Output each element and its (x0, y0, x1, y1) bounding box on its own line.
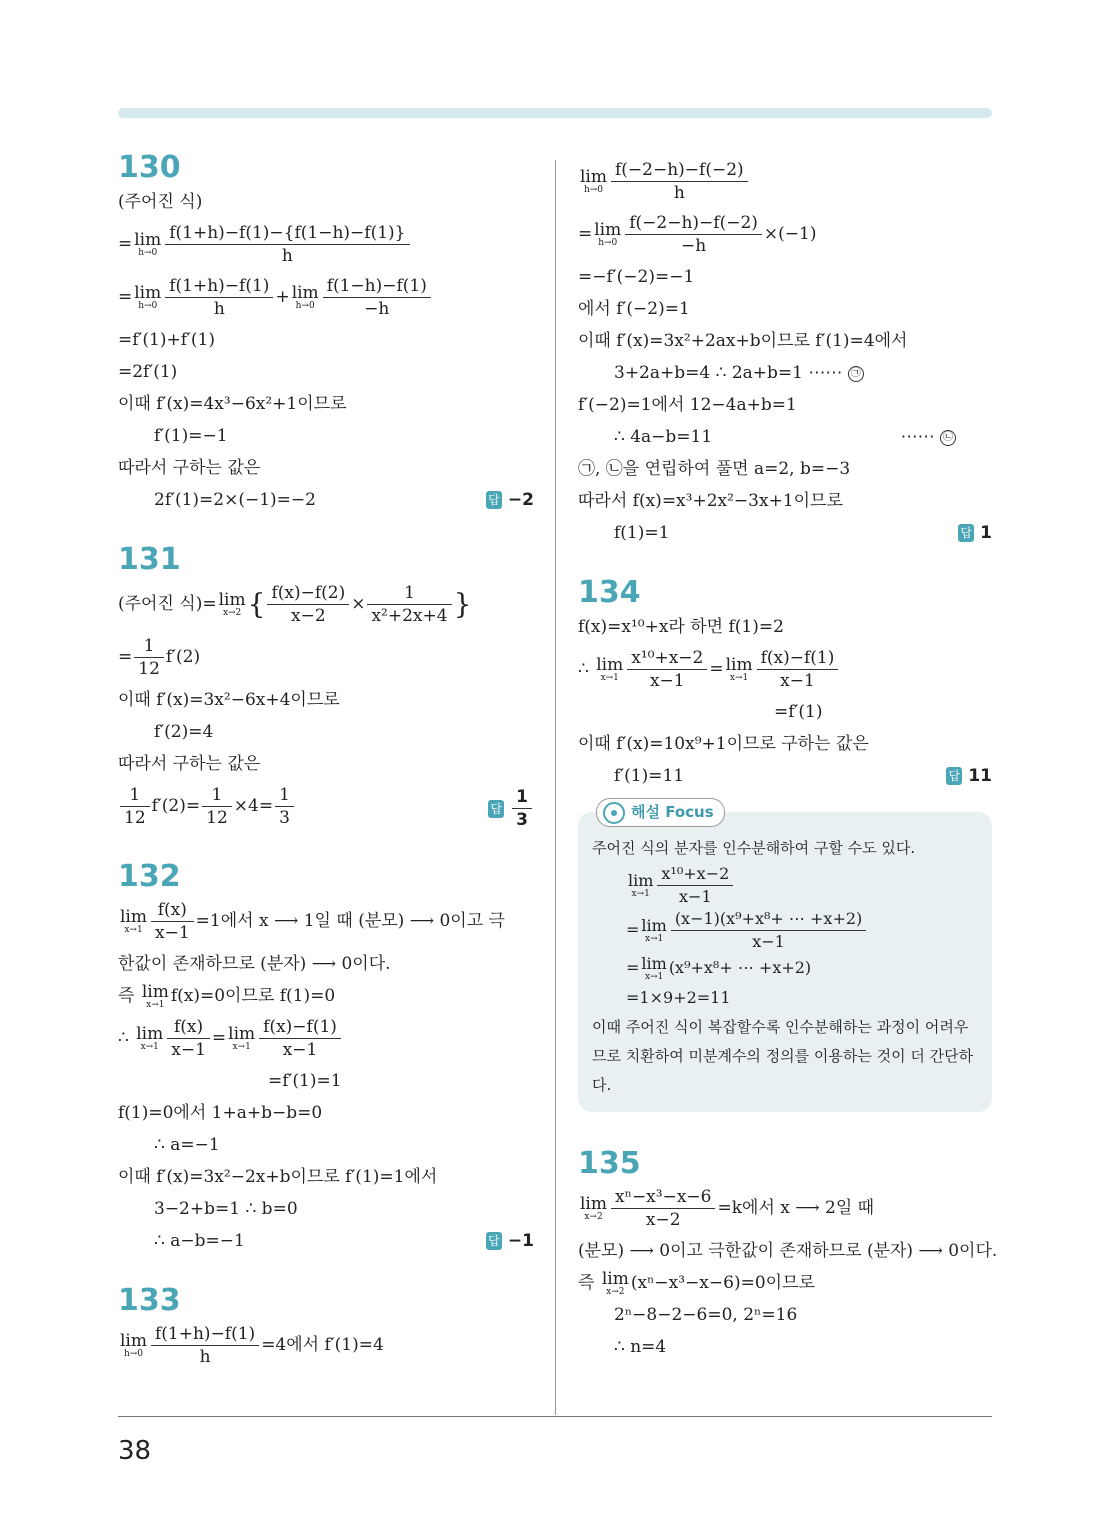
solution-line: $\frac{1}{12}$ f′(2)= $\frac{1}{12}$ ×4= $\frac{1}{3}$ 답 $\frac{1}{3}$ (118, 780, 534, 833)
solution-line: f(1)=0에서 1+a+b−b=0 (118, 1103, 323, 1123)
solution-line: ∴ a−b=−1 답 −1 (118, 1225, 534, 1257)
answer-badge: 답 1 (958, 517, 992, 549)
left-column (118, 150, 534, 1372)
solution-line: =f′(1)=1 (268, 1071, 342, 1091)
problem-number: 133 (118, 1283, 181, 1318)
focus-math-line: = lim x→1 $\frac{\text{(x−1)(x⁹+x⁸+ ⋯ +x+2)}}{x-1}$ (592, 908, 978, 953)
right-column (578, 155, 998, 1363)
solution-line: 즉 lim x→1 f(x)=0이므로 f(1)=0 (118, 981, 336, 1010)
focus-math-line: = lim x→1 (x⁹+x⁸+ ⋯ +x+2) (626, 953, 812, 982)
answer-badge: 답 $\frac{1}{3}$ (488, 786, 534, 831)
solution-line: 한값이 존재하므로 (분자) ⟶ 0이다. (118, 954, 391, 974)
problem-135 (578, 1146, 998, 1363)
solution-line: 즉 lim x→2 (xⁿ−x³−x−6)=0이므로 (578, 1268, 815, 1297)
problem-number: 134 (578, 575, 641, 610)
problem-130 (118, 150, 534, 516)
solution-line: = lim h→0 $\frac{f(1+h)-f(1)}{h}$ + lim h→0 $\frac{f(1-h)-f(1)}{-h}$ (118, 271, 534, 324)
solution-line: f′(−2)=1에서 12−4a+b=1 (578, 395, 797, 415)
solution-line: 2ⁿ−8−2−6=0, 2ⁿ=16 (614, 1305, 798, 1325)
solution-line: 이때 f′(x)=3x²−2x+b이므로 f′(1)=1에서 (118, 1167, 438, 1187)
focus-math-line: lim x→1 $\frac{\text{x¹⁰+x−2}}{x-1}$ (592, 863, 978, 908)
solution-line: 3−2+b=1 ∴ b=0 (154, 1199, 298, 1219)
solution-line: 3+2a+b=4 ∴ 2a+b=1 ⋯⋯ ㉠ (578, 357, 992, 389)
solution-line: ∴ lim x→1 $\frac{\text{x¹⁰+x−2}}{x-1}$ = lim x→1 $\frac{f(x)-f(1)}{x-1}$ (578, 643, 992, 696)
answer-tag-icon: 답 (486, 491, 502, 509)
problem-number: 132 (118, 859, 181, 894)
problem-131 (118, 542, 534, 833)
focus-text: 이때 주어진 식이 복잡할수록 인수분해하는 과정이 어려우므로 치환하여 미분계수의 정의를 이용하는 것이 더 간단하다. (592, 1018, 974, 1094)
solution-line: ∴ n=4 (614, 1337, 667, 1357)
solution-line: (주어진 식)= lim x→2 { $\frac{f(x)-f(2)}{x-2}$ × $\frac{1}{\text{x²+2x+4}}$ } (118, 583, 472, 626)
answer-badge: 답 −1 (486, 1225, 534, 1257)
answer-badge: 답 11 (946, 760, 992, 792)
page-number: 38 (118, 1436, 152, 1466)
solution-line: 2f′(1)=2×(−1)=−2 답 −2 (118, 484, 534, 516)
problem-134 (578, 575, 992, 1112)
solution-line: ㉠, ㉡을 연립하여 풀면 a=2, b=−3 (578, 459, 851, 479)
solution-line: = lim h→0 $\frac{f(1+h)-f(1)-\{f(1-h)-f(1)\}}{h}$ (118, 218, 534, 271)
solution-line: (분모) ⟶ 0이고 극한값이 존재하므로 (분자) ⟶ 0이다. (578, 1241, 998, 1261)
solution-line: =−f′(−2)=−1 (578, 267, 695, 287)
solution-line: f′(2)=4 (154, 722, 214, 742)
problem-number: 130 (118, 150, 181, 185)
solution-line: lim x→1 $\frac{f(x)}{x-1}$ =1에서 x ⟶ 1일 때 (분모) ⟶ 0이고 극 (120, 900, 505, 943)
top-decorative-bar (118, 108, 992, 118)
focus-title: 해설 Focus (596, 798, 725, 827)
solution-line: =f′(1) (774, 702, 823, 722)
answer-tag-icon: 답 (488, 800, 504, 818)
solution-line: lim x→2 $\frac{\text{xⁿ−x³−x−6}}{x-2}$ =k에서 x ⟶ 2일 때 (580, 1187, 875, 1230)
answer-badge: 답 −2 (486, 484, 534, 516)
solution-line: = lim h→0 $\frac{f(-2-h)-f(-2)}{-h}$ ×(−1) (578, 213, 817, 256)
problem-number: 135 (578, 1146, 641, 1181)
solution-line: f(1)=1 답 1 (578, 517, 992, 549)
target-icon (603, 802, 625, 824)
problem-132 (118, 859, 534, 1257)
circled-mark: ㉡ (940, 430, 956, 446)
column-separator (555, 160, 556, 1415)
answer-tag-icon: 답 (946, 767, 962, 785)
solution-line: 에서 f′(−2)=1 (578, 299, 690, 319)
solution-line: =2f′(1) (118, 362, 178, 382)
focus-text: 주어진 식의 분자를 인수분해하여 구할 수도 있다. (592, 839, 916, 857)
solution-line: 따라서 구하는 값은 (118, 754, 261, 774)
solution-line: ∴ a=−1 (154, 1135, 220, 1155)
solution-line: ∴ 4a−b=11 ⋯⋯ ㉡ (578, 421, 992, 453)
problem-133-continued (578, 155, 992, 549)
solution-line: (주어진 식) (118, 192, 203, 212)
solution-line: ∴ lim x→1 $\frac{f(x)}{x-1}$ = lim x→1 $\frac{f(x)-f(1)}{x-1}$ (118, 1012, 534, 1065)
solution-line: f′(1)=11 답 11 (578, 760, 992, 792)
solution-line: f′(1)=−1 (154, 426, 228, 446)
answer-tag-icon: 답 (958, 524, 974, 542)
focus-math-line: =1×9+2=11 (626, 988, 731, 1007)
solution-line: = $\frac{1}{12}$ f′(2) (118, 636, 201, 679)
problem-number: 131 (118, 542, 181, 577)
solution-line: 따라서 구하는 값은 (118, 458, 261, 478)
solution-line: lim h→0 $\frac{f(1+h)-f(1)}{h}$ =4에서 f′(1)=4 (120, 1324, 384, 1367)
solution-line: lim h→0 $\frac{f(-2-h)-f(-2)}{h}$ (578, 155, 992, 208)
solution-line: 이때 f′(x)=4x³−6x²+1이므로 (118, 394, 347, 414)
circled-mark: ㉠ (848, 366, 864, 382)
solution-line: 이때 f′(x)=3x²+2ax+b이므로 f′(1)=4에서 (578, 331, 908, 351)
answer-tag-icon: 답 (486, 1232, 502, 1250)
solution-line: 따라서 f(x)=x³+2x²−3x+1이므로 (578, 491, 843, 511)
problem-133 (118, 1283, 534, 1372)
footer-rule (118, 1416, 992, 1417)
explanation-focus-box (578, 803, 992, 1112)
solution-line: 이때 f′(x)=10x⁹+1이므로 구하는 값은 (578, 734, 869, 754)
solution-line: =f′(1)+f′(1) (118, 330, 215, 350)
solution-line: f(x)=x¹⁰+x라 하면 f(1)=2 (578, 617, 784, 637)
solution-line: 이때 f′(x)=3x²−6x+4이므로 (118, 690, 340, 710)
